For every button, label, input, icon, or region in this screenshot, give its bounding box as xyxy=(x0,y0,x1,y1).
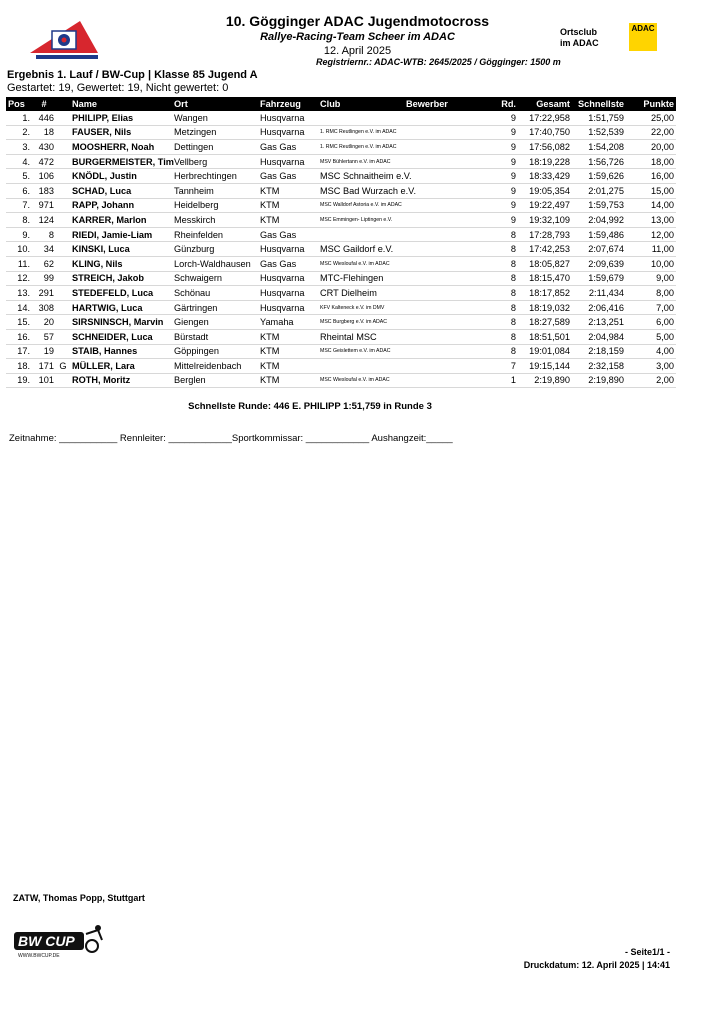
cell-rounds: 9 xyxy=(488,111,518,125)
cell-rounds: 9 xyxy=(488,140,518,155)
cell-flag xyxy=(56,373,70,388)
cell-number: 171 xyxy=(32,359,56,374)
cell-name: FAUSER, Nils xyxy=(70,125,172,140)
cell-flag xyxy=(56,315,70,330)
cell-number: 99 xyxy=(32,271,56,286)
cell-gesamt: 19:01,084 xyxy=(518,344,572,359)
cell-bewerber xyxy=(404,300,488,315)
cell-pos: 12. xyxy=(6,271,32,286)
cell-bewerber xyxy=(404,373,488,388)
cell-fahrzeug: KTM xyxy=(258,344,318,359)
cell-number: 183 xyxy=(32,183,56,198)
cell-bewerber xyxy=(404,315,488,330)
cell-fahrzeug: KTM xyxy=(258,329,318,344)
cell-name: SIRSNINSCH, Marvin xyxy=(70,315,172,330)
cell-ort: Messkirch xyxy=(172,213,258,228)
cell-name: ROTH, Moritz xyxy=(70,373,172,388)
cell-gesamt: 18:33,429 xyxy=(518,169,572,184)
cell-flag xyxy=(56,344,70,359)
table-row xyxy=(6,242,676,257)
cell-ort: Schwaigern xyxy=(172,271,258,286)
cell-bewerber xyxy=(404,154,488,169)
cell-name: PHILIPP, Elias xyxy=(70,111,172,125)
table-row xyxy=(6,271,676,286)
cell-number: 472 xyxy=(32,154,56,169)
cell-rounds: 9 xyxy=(488,198,518,213)
cell-club: MSC Walldorf Astoria e.V. im ADAC xyxy=(318,198,404,213)
bwcup-logo-subtext: WWW.BWCUP.DE xyxy=(18,953,60,959)
cell-flag xyxy=(56,286,70,301)
cell-schnellste: 1:54,208 xyxy=(572,140,626,155)
cell-ort: Lorch-Waldhausen xyxy=(172,256,258,271)
cell-flag xyxy=(56,125,70,140)
cell-flag xyxy=(56,256,70,271)
ortsclub-line2: im ADAC xyxy=(560,38,599,48)
cell-pos: 18. xyxy=(6,359,32,374)
cell-club: MSC Wiesloufal e.V. im ADAC xyxy=(318,256,404,271)
cell-punkte: 16,00 xyxy=(626,169,676,184)
cell-schnellste: 1:51,759 xyxy=(572,111,626,125)
cell-ort: Vellberg xyxy=(172,154,258,169)
cell-club xyxy=(318,359,404,374)
cell-punkte: 7,00 xyxy=(626,300,676,315)
cell-schnellste: 2:32,158 xyxy=(572,359,626,374)
cell-flag xyxy=(56,198,70,213)
cell-gesamt: 18:51,501 xyxy=(518,329,572,344)
cell-ort: Schönau xyxy=(172,286,258,301)
cell-schnellste: 1:59,679 xyxy=(572,271,626,286)
cell-fahrzeug: Gas Gas xyxy=(258,140,318,155)
cell-name: RAPP, Johann xyxy=(70,198,172,213)
cell-bewerber xyxy=(404,125,488,140)
cell-fahrzeug: Husqvarna xyxy=(258,242,318,257)
cell-rounds: 8 xyxy=(488,242,518,257)
timing-company: ZATW, Thomas Popp, Stuttgart xyxy=(13,893,145,903)
cell-ort: Metzingen xyxy=(172,125,258,140)
cell-club xyxy=(318,227,404,242)
col-bewerber: Bewerber xyxy=(404,97,488,111)
cell-fahrzeug: KTM xyxy=(258,183,318,198)
cell-ort: Günzburg xyxy=(172,242,258,257)
cell-pos: 9. xyxy=(6,227,32,242)
cell-flag xyxy=(56,242,70,257)
cell-name: KNÖDL, Justin xyxy=(70,169,172,184)
cell-bewerber xyxy=(404,271,488,286)
cell-name: RIEDI, Jamie-Liam xyxy=(70,227,172,242)
cell-number: 101 xyxy=(32,373,56,388)
cell-fahrzeug: Gas Gas xyxy=(258,256,318,271)
cell-pos: 14. xyxy=(6,300,32,315)
cell-gesamt: 17:56,082 xyxy=(518,140,572,155)
cell-fahrzeug: Yamaha xyxy=(258,315,318,330)
adac-logo xyxy=(629,23,657,51)
cell-rounds: 9 xyxy=(488,169,518,184)
cell-pos: 16. xyxy=(6,329,32,344)
cell-bewerber xyxy=(404,329,488,344)
cell-schnellste: 2:04,992 xyxy=(572,213,626,228)
table-row xyxy=(6,300,676,315)
cell-pos: 5. xyxy=(6,169,32,184)
cell-punkte: 8,00 xyxy=(626,286,676,301)
cell-fahrzeug: Husqvarna xyxy=(258,271,318,286)
cell-gesamt: 18:19,032 xyxy=(518,300,572,315)
cell-flag xyxy=(56,154,70,169)
cell-ort: Gärtringen xyxy=(172,300,258,315)
table-row xyxy=(6,140,676,155)
cell-ort: Heidelberg xyxy=(172,198,258,213)
cell-rounds: 1 xyxy=(488,373,518,388)
table-row xyxy=(6,154,676,169)
cell-ort: Dettingen xyxy=(172,140,258,155)
cell-ort: Herbrechtingen xyxy=(172,169,258,184)
cell-bewerber xyxy=(404,227,488,242)
cell-gesamt: 18:19,228 xyxy=(518,154,572,169)
cell-pos: 17. xyxy=(6,344,32,359)
cell-fahrzeug: KTM xyxy=(258,198,318,213)
adac-logo-text: ADAC xyxy=(631,24,655,33)
cell-name: STREICH, Jakob xyxy=(70,271,172,286)
cell-schnellste: 2:07,674 xyxy=(572,242,626,257)
cell-punkte: 5,00 xyxy=(626,329,676,344)
col-number: # xyxy=(32,97,56,111)
cell-club: MSC Emmingen- Liptingen e.V. xyxy=(318,213,404,228)
cell-name: BURGERMEISTER, Tim xyxy=(70,154,172,169)
result-heading: Ergebnis 1. Lauf / BW-Cup | Klasse 85 Jugend A xyxy=(7,69,258,81)
cell-fahrzeug: Husqvarna xyxy=(258,286,318,301)
cell-gesamt: 19:32,109 xyxy=(518,213,572,228)
cell-rounds: 7 xyxy=(488,359,518,374)
cell-punkte: 4,00 xyxy=(626,344,676,359)
cell-number: 291 xyxy=(32,286,56,301)
table-row xyxy=(6,213,676,228)
cell-gesamt: 17:28,793 xyxy=(518,227,572,242)
cell-rounds: 9 xyxy=(488,154,518,169)
cell-gesamt: 18:15,470 xyxy=(518,271,572,286)
cell-fahrzeug: KTM xyxy=(258,213,318,228)
cell-club: MSC Schnaitheim e.V. xyxy=(318,169,404,184)
cell-number: 57 xyxy=(32,329,56,344)
col-gesamt: Gesamt xyxy=(518,97,572,111)
cell-pos: 13. xyxy=(6,286,32,301)
start-counts: Gestartet: 19, Gewertet: 19, Nicht gewertet: 0 xyxy=(7,82,229,94)
cell-name: MÜLLER, Lara xyxy=(70,359,172,374)
table-row xyxy=(6,315,676,330)
cell-number: 124 xyxy=(32,213,56,228)
cell-number: 34 xyxy=(32,242,56,257)
cell-name: STAIB, Hannes xyxy=(70,344,172,359)
cell-punkte: 13,00 xyxy=(626,213,676,228)
cell-gesamt: 19:22,497 xyxy=(518,198,572,213)
cell-pos: 8. xyxy=(6,213,32,228)
page-number: - Seite1/1 - xyxy=(624,947,670,957)
cell-rounds: 8 xyxy=(488,344,518,359)
table-row xyxy=(6,373,676,388)
cell-gesamt: 17:22,958 xyxy=(518,111,572,125)
table-row xyxy=(6,111,676,125)
cell-club: MSC Wiesloufal e.V. im ADAC xyxy=(318,373,404,388)
cell-number: 19 xyxy=(32,344,56,359)
cell-punkte: 3,00 xyxy=(626,359,676,374)
cell-bewerber xyxy=(404,213,488,228)
cell-rounds: 8 xyxy=(488,329,518,344)
cell-number: 62 xyxy=(32,256,56,271)
cell-schnellste: 2:04,984 xyxy=(572,329,626,344)
cell-gesamt: 19:15,144 xyxy=(518,359,572,374)
cell-gesamt: 18:27,589 xyxy=(518,315,572,330)
cell-name: KARRER, Marlon xyxy=(70,213,172,228)
cell-name: MOOSHERR, Noah xyxy=(70,140,172,155)
cell-punkte: 22,00 xyxy=(626,125,676,140)
cell-name: KINSKI, Luca xyxy=(70,242,172,257)
cell-bewerber xyxy=(404,359,488,374)
cell-fahrzeug: Husqvarna xyxy=(258,125,318,140)
cell-ort: Mittelreidenbach xyxy=(172,359,258,374)
col-flag xyxy=(56,97,70,111)
cell-bewerber xyxy=(404,169,488,184)
cell-bewerber xyxy=(404,111,488,125)
col-ort: Ort xyxy=(172,97,258,111)
registration-number: Registriernr.: ADAC-WTB: 2645/2025 / Gögginger: 1500 m xyxy=(316,57,561,67)
cell-gesamt: 17:40,750 xyxy=(518,125,572,140)
table-row xyxy=(6,286,676,301)
cell-schnellste: 1:59,753 xyxy=(572,198,626,213)
table-row xyxy=(6,169,676,184)
table-row xyxy=(6,359,676,374)
cell-club: MSC Bad Wurzach e.V. xyxy=(318,183,404,198)
cell-club: CRT Dielheim xyxy=(318,286,404,301)
cell-pos: 10. xyxy=(6,242,32,257)
cell-schnellste: 1:56,726 xyxy=(572,154,626,169)
cell-fahrzeug: Gas Gas xyxy=(258,169,318,184)
cell-flag: G xyxy=(56,359,70,374)
cell-fahrzeug: Husqvarna xyxy=(258,154,318,169)
bwcup-logo-text: BW CUP xyxy=(18,933,75,949)
cell-ort: Göppingen xyxy=(172,344,258,359)
cell-name: STEDEFELD, Luca xyxy=(70,286,172,301)
cell-name: KLING, Nils xyxy=(70,256,172,271)
cell-ort: Bürstadt xyxy=(172,329,258,344)
cell-number: 971 xyxy=(32,198,56,213)
cell-flag xyxy=(56,213,70,228)
cell-rounds: 8 xyxy=(488,271,518,286)
cell-pos: 11. xyxy=(6,256,32,271)
cell-punkte: 18,00 xyxy=(626,154,676,169)
col-schnellste: Schnellste xyxy=(572,97,626,111)
signature-line: Zeitnahme: ___________ Rennleiter: ____________Sportkommissar: ____________ Aushangzeit:_____ xyxy=(9,433,453,444)
col-name: Name xyxy=(70,97,172,111)
cell-ort: Giengen xyxy=(172,315,258,330)
cell-number: 308 xyxy=(32,300,56,315)
cell-schnellste: 2:01,275 xyxy=(572,183,626,198)
cell-club xyxy=(318,111,404,125)
cell-bewerber xyxy=(404,256,488,271)
cell-club: 1. RMC Reutlingen e.V. im ADAC xyxy=(318,125,404,140)
cell-rounds: 9 xyxy=(488,125,518,140)
results-body xyxy=(6,111,676,388)
event-date: 12. April 2025 xyxy=(323,45,392,57)
cell-schnellste: 2:06,416 xyxy=(572,300,626,315)
cell-schnellste: 2:13,251 xyxy=(572,315,626,330)
cell-punkte: 9,00 xyxy=(626,271,676,286)
cell-schnellste: 2:19,890 xyxy=(572,373,626,388)
cell-gesamt: 19:05,354 xyxy=(518,183,572,198)
table-row xyxy=(6,329,676,344)
cell-number: 8 xyxy=(32,227,56,242)
cell-club: 1. RMC Reutlingen e.V. im ADAC xyxy=(318,140,404,155)
cell-ort: Tannheim xyxy=(172,183,258,198)
cell-number: 446 xyxy=(32,111,56,125)
cell-pos: 3. xyxy=(6,140,32,155)
cell-bewerber xyxy=(404,140,488,155)
cell-rounds: 8 xyxy=(488,300,518,315)
cell-fahrzeug: Gas Gas xyxy=(258,227,318,242)
cell-club: MTC-Flehingen xyxy=(318,271,404,286)
cell-rounds: 8 xyxy=(488,286,518,301)
cell-flag xyxy=(56,183,70,198)
cell-punkte: 14,00 xyxy=(626,198,676,213)
cell-ort: Berglen xyxy=(172,373,258,388)
cell-name: HARTWIG, Luca xyxy=(70,300,172,315)
cell-flag xyxy=(56,300,70,315)
page-title: 10. Gögginger ADAC Jugendmotocross xyxy=(225,13,490,29)
cell-flag xyxy=(56,111,70,125)
cell-punkte: 15,00 xyxy=(626,183,676,198)
cell-fahrzeug: Husqvarna xyxy=(258,300,318,315)
table-row xyxy=(6,125,676,140)
ortsclub-label xyxy=(560,27,599,49)
table-row xyxy=(6,344,676,359)
cell-punkte: 10,00 xyxy=(626,256,676,271)
col-pos: Pos xyxy=(6,97,32,111)
cell-rounds: 9 xyxy=(488,213,518,228)
cell-club: KFV Kalteneck e.V. im DMV xyxy=(318,300,404,315)
cell-club: MSV Bühlertann e.V. im ADAC xyxy=(318,154,404,169)
organizer: Rallye-Racing-Team Scheer im ADAC xyxy=(260,31,455,43)
cell-number: 106 xyxy=(32,169,56,184)
cell-flag xyxy=(56,227,70,242)
cell-bewerber xyxy=(404,242,488,257)
ortsclub-line1: Ortsclub xyxy=(560,27,598,37)
col-rounds: Rd. xyxy=(488,97,518,111)
table-row xyxy=(6,227,676,242)
cell-name: SCHAD, Luca xyxy=(70,183,172,198)
cell-flag xyxy=(56,329,70,344)
cell-gesamt: 2:19,890 xyxy=(518,373,572,388)
cell-pos: 7. xyxy=(6,198,32,213)
cell-pos: 2. xyxy=(6,125,32,140)
cell-bewerber xyxy=(404,344,488,359)
col-club: Club xyxy=(318,97,404,111)
cell-punkte: 11,00 xyxy=(626,242,676,257)
table-row xyxy=(6,198,676,213)
cell-gesamt: 18:05,827 xyxy=(518,256,572,271)
cell-pos: 6. xyxy=(6,183,32,198)
cell-schnellste: 2:11,434 xyxy=(572,286,626,301)
table-row xyxy=(6,183,676,198)
cell-ort: Rheinfelden xyxy=(172,227,258,242)
cell-punkte: 12,00 xyxy=(626,227,676,242)
cell-bewerber xyxy=(404,198,488,213)
cell-flag xyxy=(56,169,70,184)
cell-fahrzeug: Husqvarna xyxy=(258,111,318,125)
cell-schnellste: 1:52,539 xyxy=(572,125,626,140)
cell-bewerber xyxy=(404,286,488,301)
cell-rounds: 9 xyxy=(488,183,518,198)
cell-schnellste: 2:18,159 xyxy=(572,344,626,359)
col-punkte: Punkte xyxy=(626,97,676,111)
print-date: Druckdatum: 12. April 2025 | 14:41 xyxy=(523,960,670,970)
cell-rounds: 8 xyxy=(488,315,518,330)
cell-gesamt: 17:42,253 xyxy=(518,242,572,257)
cell-flag xyxy=(56,271,70,286)
cell-punkte: 20,00 xyxy=(626,140,676,155)
bwcup-logo xyxy=(12,922,108,960)
fastest-lap: Schnellste Runde: 446 E. PHILIPP 1:51,759 in Runde 3 xyxy=(188,401,432,412)
cell-rounds: 8 xyxy=(488,256,518,271)
cell-punkte: 6,00 xyxy=(626,315,676,330)
cell-bewerber xyxy=(404,183,488,198)
cell-fahrzeug: KTM xyxy=(258,373,318,388)
cell-ort: Wangen xyxy=(172,111,258,125)
cell-name: SCHNEIDER, Luca xyxy=(70,329,172,344)
cell-club: MSC Burgberg e.V. im ADAC xyxy=(318,315,404,330)
col-fahrzeug: Fahrzeug xyxy=(258,97,318,111)
cell-schnellste: 1:59,486 xyxy=(572,227,626,242)
cell-club: MSC Geislettem e.V. im ADAC xyxy=(318,344,404,359)
results-table xyxy=(6,97,676,388)
cell-pos: 1. xyxy=(6,111,32,125)
cell-pos: 4. xyxy=(6,154,32,169)
cell-number: 20 xyxy=(32,315,56,330)
cell-punkte: 2,00 xyxy=(626,373,676,388)
cell-club: MSC Gaildorf e.V. xyxy=(318,242,404,257)
cell-fahrzeug: KTM xyxy=(258,359,318,374)
cell-pos: 19. xyxy=(6,373,32,388)
cell-flag xyxy=(56,140,70,155)
cell-pos: 15. xyxy=(6,315,32,330)
cell-punkte: 25,00 xyxy=(626,111,676,125)
cell-schnellste: 1:59,626 xyxy=(572,169,626,184)
cell-number: 430 xyxy=(32,140,56,155)
cell-club: Rheintal MSC xyxy=(318,329,404,344)
table-header-row xyxy=(6,97,676,111)
cell-schnellste: 2:09,639 xyxy=(572,256,626,271)
cell-rounds: 8 xyxy=(488,227,518,242)
table-row xyxy=(6,256,676,271)
cell-number: 18 xyxy=(32,125,56,140)
cell-gesamt: 18:17,852 xyxy=(518,286,572,301)
